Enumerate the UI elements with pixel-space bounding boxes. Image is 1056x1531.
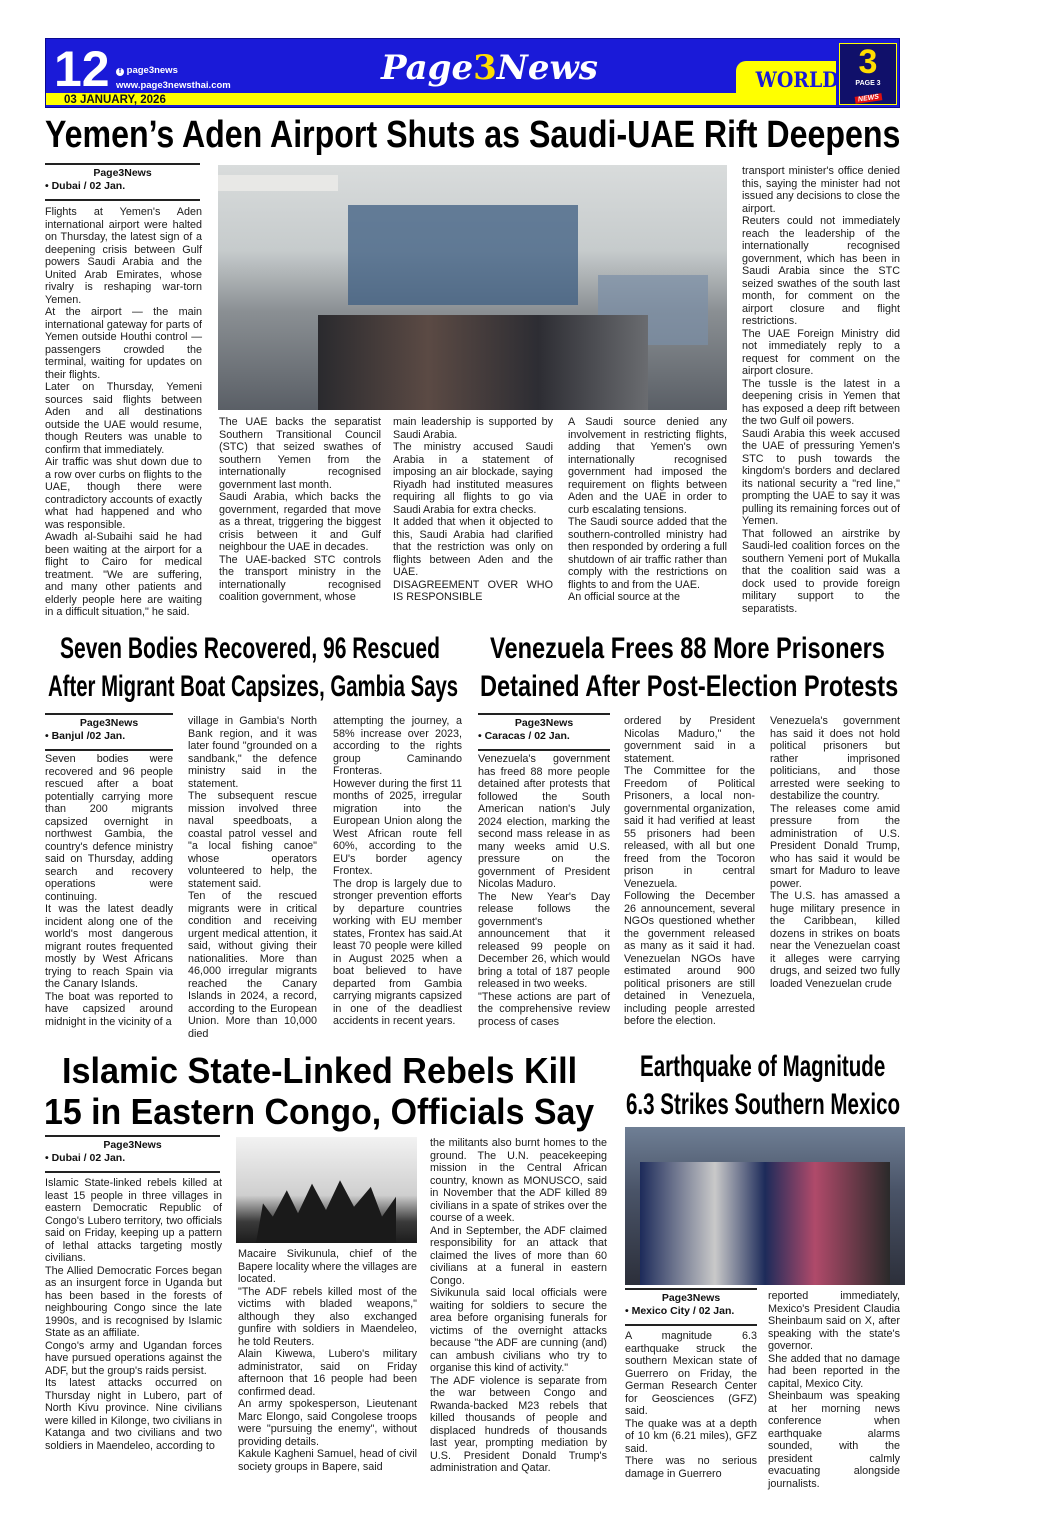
article-paragraph: The Saudi source added that the southern-controlled ministry had then responded by ordering a full shutdown of air traffic rather than comply with the restrictions on flights to and from the UAE. — [568, 516, 727, 591]
section-label: WORLD — [755, 67, 839, 92]
article-paragraph: Ten of the rescued migrants were in critical condition and receiving urgent medical attention, it said, without giving their nationalities. More than 46,000 irregular migrants reached the Canary Islands in 2024, a record, according to the European Union. More than 10,000 died — [188, 890, 317, 1040]
facebook-link[interactable] — [116, 65, 178, 76]
article-paragraph: Alain Kiwewa, Lubero's military administrator, said on Friday afternoon that 16 people had been confirmed dead. — [238, 1348, 417, 1398]
article-paragraph: However during the first 11 months of 2025, irregular migration into the European Union along the West African route fell 60%, according to the EU's border agency Frontex. — [333, 777, 462, 877]
article-paragraph: the militants also burnt homes to the ground. The U.N. peacekeeping mission in the Central African country, known as MONUSCO, said in November that the ADF killed 89 civilians in a spate of strikes over the course of a week. — [430, 1137, 607, 1224]
article-paragraph: "The ADF rebels killed most of the victims with bladed weapons," although they also exchanged gunfire with soldiers in Maendeleo, he told Reuters. — [238, 1285, 417, 1348]
yemen-column-3 — [393, 416, 553, 621]
article-paragraph: She added that no damage had been reported in the capital, Mexico City. — [768, 1352, 900, 1390]
page3news-logo: Page3News — [381, 48, 598, 88]
gambia-column-1 — [45, 753, 173, 1045]
article-paragraph: An army spokesperson, Lieutenant Marc Elongo, said Congolese troops were "pursuing the enemy", without providing details. — [238, 1398, 417, 1448]
article-paragraph: Following the December 26 announcement, several NGOs questioned whether the government released as many as it said it had. Venezuelan NGOs have estimated around 900 political prisoners are still detained in Venezuela, including people arrested before the election. — [624, 890, 755, 1027]
article-paragraph: The releases come amid pressure from the administration of U.S. President Donald Trump, who has said it would be smart for Maduro to leave power. — [770, 802, 900, 890]
article-paragraph: Flights at Yemen's Aden international airport were halted on Thursday, the latest sign of a deepening crisis between Gulf powers Saudi Arabia and the United Arab Emirates, whose rivalry is reshaping war-torn Yemen. — [45, 206, 202, 306]
article-paragraph: The boat was reported to have capsized around midnight in the vicinity of a — [45, 990, 173, 1028]
article-paragraph: Reuters could not immediately reach the leadership of the internationally recognised government, which has been in Saudi Arabia since the STC seized swathes of the south last month, for comment on the airport closure and flight restrictions. — [742, 215, 900, 327]
article-paragraph: attempting the journey, a 58% increase over 2023, according to the rights group Caminando Fronteras. — [333, 715, 462, 777]
article-paragraph: village in Gambia's North Bank region, and it was later found "grounded on a sandbank," the defence ministry said in the statement. — [188, 715, 317, 790]
article-paragraph: A magnitude 6.3 earthquake struck the southern Mexican state of Guerrero on Friday, the German Research Center for Geosciences (GFZ) said. — [625, 1330, 757, 1417]
gambia-column-3 — [333, 715, 462, 1045]
evacuation-photo — [625, 1127, 905, 1285]
yemen-column-5 — [742, 165, 900, 621]
article-paragraph: Sheinbaum was speaking at her morning news conference when earthquake alarms sounded, with the president calmly evacuating alongside journalists. — [768, 1390, 900, 1490]
article-paragraph: Venezuela's government has said it does not hold political prisoners but rather imprisoned politicians, and those arrested were seeking to destabilize the country. — [770, 715, 900, 802]
venezuela-headline-line-1: Venezuela Frees 88 More Prisoners — [490, 632, 885, 665]
issue-date: 03 JANUARY, 2026 — [64, 94, 166, 106]
article-paragraph: An official source at the — [568, 591, 681, 603]
gambia-headline-line-2: After Migrant Boat Capsizes, Gambia Says — [48, 670, 459, 703]
yemen-column-2 — [219, 416, 381, 621]
yemen-headline: Yemen’s Aden Airport Shuts as Saudi-UAE Rift Deepens — [45, 114, 901, 156]
article-paragraph: The UAE backs the separatist Southern Transitional Council (STC) that seized swathes of southern Yemen from the internationally recognised government last month. — [219, 416, 381, 491]
article-paragraph: The quake was at a depth of 10 km (6.21 miles), GFZ said. — [625, 1417, 757, 1455]
article-paragraph: That followed an airstrike by Saudi-led coalition forces on the southern Yemeni port of Mukalla that the coalition said was a dock used to provide foreign military support to the separatists. — [742, 527, 900, 615]
congo-headline-line-2: 15 in Eastern Congo, Officials Say — [44, 1091, 595, 1132]
venezuela-headline-line-2: Detained After Post-Election Protests — [480, 670, 899, 703]
mexico-headline-line-2: 6.3 Strikes Southern Mexico — [626, 1088, 901, 1121]
facebook-handle: page3news — [126, 65, 178, 76]
congo-byline: Page3News • Dubai / 02 Jan. — [45, 1135, 220, 1173]
article-paragraph: The ministry accused Saudi Arabia in a statement of imposing an air blockade, saying Riyadh had instituted measures requiring all flights to go via Saudi Arabia for extra checks. — [393, 441, 553, 516]
article-paragraph: The New Year's Day release follows the government's announcement that it released 99 people on December 26, which would bring a total of 187 people released in two weeks. — [478, 890, 610, 990]
article-paragraph: It added that when it objected to this, Saudi Arabia had clarified that the restriction was only on flights between Aden and the UAE. — [393, 516, 553, 578]
article-paragraph: The U.S. has amassed a huge military presence in the Caribbean, killed dozens in strikes on boats near the Venezuelan coast it alleges were carrying drugs, and seized two fully loaded Venezuelan crude — [770, 890, 900, 990]
congo-headline-line-1: Islamic State-Linked Rebels Kill — [62, 1050, 578, 1091]
article-paragraph: The Committee for the Freedom of Political Prisoners, a local non-governmental organization, said it had verified at least 55 prisoners had been released, with all but one freed from the Tocoron prison in central Venezuela. — [624, 765, 755, 890]
article-paragraph: There was no serious damage in Guerrero — [625, 1455, 757, 1480]
venezuela-column-2 — [624, 715, 755, 1045]
article-paragraph: Islamic State-linked rebels killed at least 15 people in three villages in eastern Democratic Republic of Congo's Lubero territory, two officials said on Friday, keeping up a pattern of lethal attacks targeting mostly civilians. — [45, 1177, 222, 1264]
venezuela-column-1 — [478, 753, 610, 1045]
page-number: 12 — [54, 41, 110, 97]
article-paragraph: Saudi Arabia this week accused the UAE of pressuring Yemen's STC to push towards the kingdom's borders and declared its national security a "red line," prompting the UAE to say it was pulling its remaining forces out of Yemen. — [742, 427, 900, 527]
gambia-column-2 — [188, 715, 317, 1045]
article-paragraph: Venezuela's government has freed 88 more people detained after protests that followed the South American nation's July 2024 election, marking the second mass release in as many weeks amid U.S. pressure on the government of President Nicolas Maduro. — [478, 753, 610, 890]
article-paragraph: And in September, the ADF claimed responsibility for an attack that claimed the lives of more than 60 civilians at a funeral in eastern Congo. — [430, 1224, 607, 1287]
congo-column-3 — [430, 1137, 607, 1481]
article-paragraph: A Saudi source denied any involvement in restricting flights, adding that Yemen's own internationally recognised government had imposed the requirement on flights between Aden and the UAE in order to curb escalating tensions. — [568, 416, 727, 516]
article-paragraph: The UAE Foreign Ministry did not immediately reply to a request for comment on the airport closure. — [742, 327, 900, 377]
article-paragraph: Later on Thursday, Yemeni sources said flights between Aden and all destinations outside the UAE would resume, though Reuters was unable to confirm that immediately. — [45, 381, 202, 456]
masthead — [45, 38, 900, 108]
article-paragraph: Awadh al-Subaihi said he had been waiting at the airport for a flight to Cairo for medical treatment. "We are suffering, and many other patients and elderly people here are waiting in a difficult situation," he said. — [45, 531, 202, 618]
article-paragraph: Sivikunula said local officials were waiting for soldiers to secure the area before organising funerals for victims of the overnight attacks because "the ADF are cunning (and) can ambush civilians who try to organise this kind of activity." — [430, 1287, 607, 1374]
mexico-headline-line-1: Earthquake of Magnitude — [640, 1050, 886, 1083]
mexico-byline: Page3News • Mexico City / 02 Jan. — [625, 1288, 757, 1326]
article-paragraph: ordered by President Nicolas Maduro," the government said in a statement. — [624, 715, 755, 765]
facebook-icon: f — [116, 68, 124, 76]
congo-column-1 — [45, 1177, 222, 1481]
venezuela-byline: Page3News • Caracas / 02 Jan. — [478, 713, 610, 751]
article-paragraph: Air traffic was shut down due to a row over curbs on flights to the UAE, though there were contradictory accounts of exactly what had happened and who was responsible. — [45, 456, 202, 531]
yemen-column-1 — [45, 206, 202, 620]
website-link[interactable]: www.page3newsthai.com — [116, 80, 231, 91]
gambia-headline-line-1: Seven Bodies Recovered, 96 Rescued — [60, 632, 440, 665]
article-paragraph: The tussle is the latest in a deepening crisis in Yemen that has exposed a deep rift between the two Gulf oil powers. — [742, 377, 900, 427]
article-paragraph: The Allied Democratic Forces began as an insurgent force in Uganda but has been based in the forests of neighbouring Congo since the late 1990s, and is recognised by Islamic State as an affiliate. — [45, 1264, 222, 1339]
airport-terminal-photo — [218, 165, 727, 410]
article-paragraph: Congo's army and Ugandan forces have pursued operations against the ADF, but the group's raids persist. — [45, 1339, 222, 1377]
mexico-column-2 — [768, 1290, 900, 1490]
congo-column-2 — [238, 1248, 417, 1481]
gambia-byline: Page3News • Banjul /02 Jan. — [45, 713, 173, 751]
mexico-column-1 — [625, 1330, 757, 1482]
article-paragraph: main leadership is supported by Saudi Arabia. — [393, 416, 553, 441]
venezuela-column-3 — [770, 715, 900, 1045]
article-paragraph: Seven bodies were recovered and 96 people rescued after a boat potentially carrying more than 200 migrants capsized overnight in northwest Gambia, the country's defence ministry said on Thursday, adding search and recovery operations were continuing. — [45, 753, 173, 903]
article-paragraph: Kakule Kagheni Samuel, head of civil society groups in Bapere, said — [238, 1448, 417, 1473]
article-paragraph: The subsequent rescue mission involved three naval speedboats, a coastal patrol vessel and "a local fishing canoe" whose operators volunteered to help, the statement said. — [188, 790, 317, 890]
article-paragraph: DISAGREEMENT OVER WHO IS RESPONSIBLE — [393, 578, 553, 603]
article-paragraph: The ADF violence is separate from the war between Congo and Rwanda-backed M23 rebels that killed thousands of people and displaced hundreds of thousands last year, prompting mediation by U.S. President Donald Trump's administration and Qatar. — [430, 1374, 607, 1474]
article-paragraph: The drop is largely due to stronger prevention efforts by departure countries working with EU member states, Frontex has said.At least 70 people were killed in August 2025 when a boat believed to have departed from Gambia carrying migrants capsized in one of the deadliest accidents in recent years. — [333, 877, 462, 1027]
rebels-silhouette-photo — [236, 1137, 417, 1243]
page3-badge-logo: 3 PAGE 3 NEWS — [839, 43, 897, 105]
article-paragraph: It was the latest deadly incident along one of the world's most dangerous migrant routes frequented mostly by West Africans trying to reach Spain via the Canary Islands. — [45, 903, 173, 990]
article-paragraph: transport minister's office denied this, saying the minister had not issued any decisions to close the airport. — [742, 165, 900, 215]
article-paragraph: The UAE-backed STC controls the transport ministry in the internationally recognised coalition government, whose — [219, 553, 381, 603]
article-paragraph: At the airport — the main international gateway for parts of Yemen outside Houthi control — passengers crowded the terminal, waiting for updates on their flights. — [45, 306, 202, 381]
article-paragraph: Macaire Sivikunula, chief of the Bapere locality where the villages are located. — [238, 1248, 417, 1285]
article-paragraph: Saudi Arabia, which backs the government, regarded that move as a threat, triggering the biggest crisis between it and Gulf neighbour the UAE in decades. — [219, 491, 381, 553]
article-paragraph: "These actions are part of the comprehensive review process of cases — [478, 990, 610, 1028]
article-paragraph: Its latest attacks occurred on Thursday night in Lubero, part of North Kivu province. Nine civilians were killed in Kilonge, two civilians in Katanga and two civilians and two soldiers in Maendeleo, according to — [45, 1377, 222, 1452]
article-paragraph: reported immediately, Mexico's President Claudia Sheinbaum said on X, after speaking with the state's governor. — [768, 1290, 900, 1352]
yemen-byline: Page3News • Dubai / 02 Jan. — [45, 163, 200, 201]
yemen-column-4 — [568, 416, 727, 621]
